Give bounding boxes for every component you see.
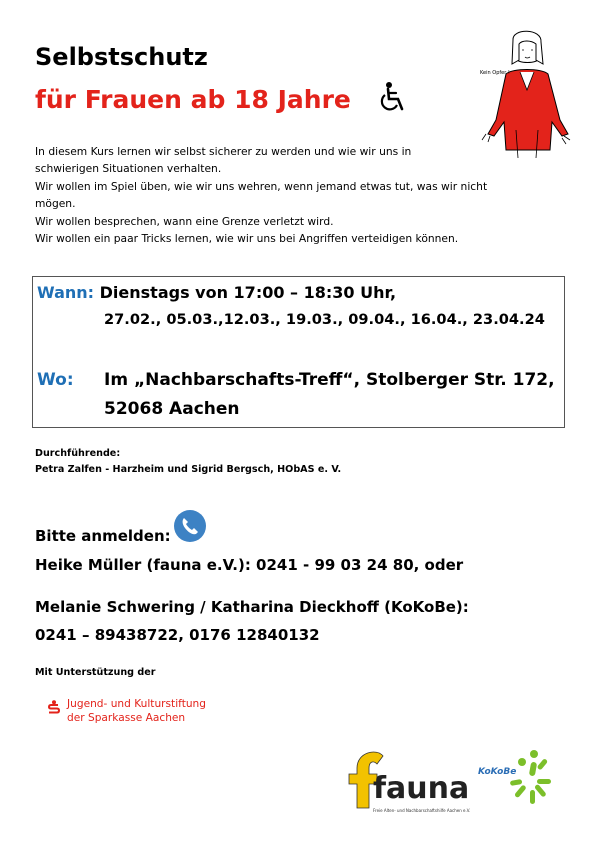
illustration-caption: Kein Opfer ! bbox=[480, 70, 510, 76]
organizers-label: Durchführende: bbox=[35, 448, 121, 459]
intro-line: schwierigen Situationen verhalten. bbox=[35, 162, 222, 176]
where-label: Wo: bbox=[37, 370, 74, 390]
intro-line: In diesem Kurs lernen wir selbst sicherer zu werden und wie wir uns in bbox=[35, 145, 412, 158]
support-label: Mit Unterstützung der bbox=[35, 667, 156, 678]
where-address: Im „Nachbarschafts-Treff“, Stolberger Str. 172, bbox=[104, 370, 555, 390]
when-value: Dienstags von 17:00 – 18:30 Uhr, bbox=[99, 283, 397, 302]
where-postcode: 52068 Aachen bbox=[104, 399, 240, 419]
course-dates: 27.02., 05.03.,12.03., 19.03., 09.04., 16.04., 23.04.24 bbox=[104, 311, 545, 328]
page-title: Selbstschutz bbox=[35, 43, 208, 71]
woman-illustration bbox=[476, 30, 576, 160]
wheelchair-icon bbox=[378, 81, 408, 113]
intro-line: Wir wollen besprechen, wann eine Grenze verletzt wird. bbox=[35, 214, 334, 228]
sponsor-line: der Sparkasse Aachen bbox=[67, 712, 186, 724]
intro-line: Wir wollen im Spiel üben, wie wir uns wehren, wenn jemand etwas tut, was wir nicht mögen. bbox=[35, 179, 488, 211]
kokobe-logo bbox=[478, 748, 552, 806]
sparkasse-s-icon bbox=[48, 700, 60, 714]
fauna-tagline: Freie Alten- und Nachbarschaftshilfe Aachen e.V. bbox=[373, 808, 471, 813]
when-row bbox=[37, 283, 396, 302]
intro-line: Wir wollen ein paar Tricks lernen, wie wir uns bei Angriffen verteidigen können. bbox=[35, 232, 459, 246]
fauna-logo bbox=[343, 748, 473, 814]
register-label: Bitte anmelden: bbox=[35, 527, 171, 545]
contact-kokobe-phone: 0241 – 89438722, 0176 12840132 bbox=[35, 626, 320, 644]
sponsor-line: Jugend- und Kulturstiftung bbox=[67, 698, 206, 710]
phone-icon bbox=[174, 510, 206, 542]
fauna-wordmark: fauna bbox=[373, 771, 470, 806]
page-subtitle: für Frauen ab 18 Jahre bbox=[35, 85, 351, 114]
contact-kokobe-names: Melanie Schwering / Katharina Dieckhoff (KoKoBe): bbox=[35, 598, 469, 616]
intro-text bbox=[35, 143, 488, 247]
sponsor-name bbox=[67, 697, 206, 725]
when-label: Wann: bbox=[37, 283, 95, 302]
organizers-names: Petra Zalfen - Harzheim und Sigrid Bergsch, HObAS e. V. bbox=[35, 464, 342, 475]
kokobe-wordmark: KoKoBe bbox=[478, 767, 517, 777]
contact-fauna: Heike Müller (fauna e.V.): 0241 - 99 03 24 80, oder bbox=[35, 556, 464, 574]
